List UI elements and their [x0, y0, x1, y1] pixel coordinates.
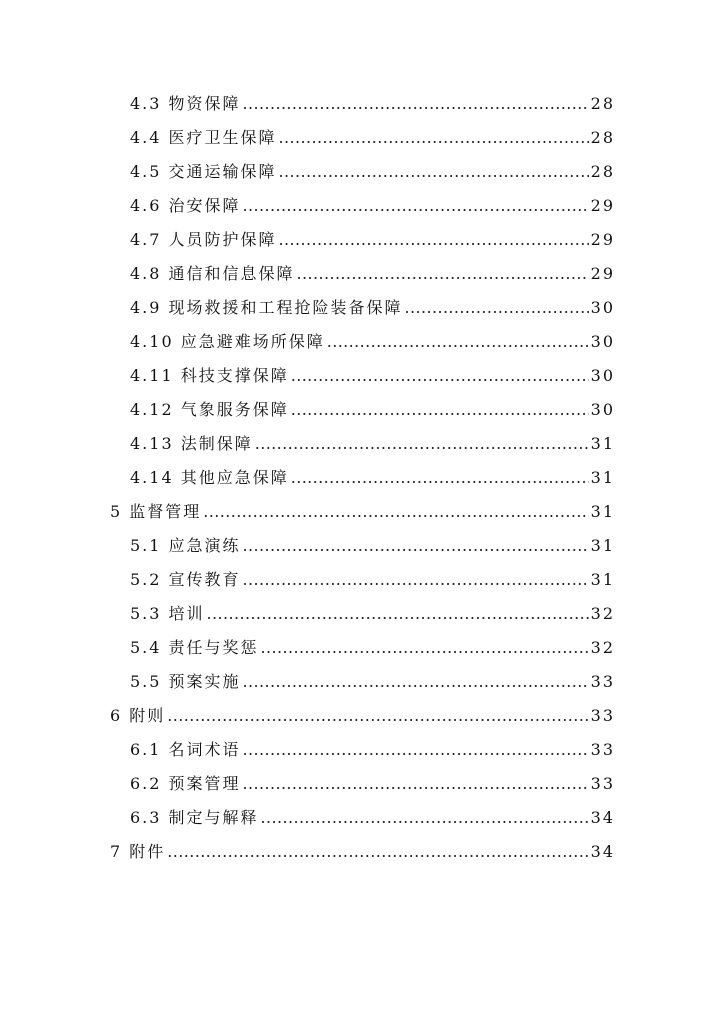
toc-entry-page: 32 [590, 604, 615, 623]
toc-entry-page: 31 [590, 468, 615, 487]
toc-leader-dots [167, 842, 588, 861]
toc-entry-page: 31 [590, 570, 615, 589]
toc-entry-page: 30 [590, 366, 615, 385]
toc-leader-dots [297, 264, 589, 283]
toc-entry-label: 4.12 气象服务保障 [130, 400, 289, 419]
toc-leader-dots [243, 740, 589, 759]
toc-section[interactable] [110, 703, 615, 737]
toc-leader-dots [243, 94, 589, 113]
toc-entry-label: 6.2 预案管理 [130, 774, 241, 793]
toc-entry[interactable] [110, 159, 615, 193]
toc-leader-dots [279, 128, 589, 147]
toc-entry-page: 28 [590, 94, 615, 113]
toc-entry[interactable] [110, 635, 615, 669]
toc-leader-dots [203, 502, 588, 521]
toc-entry-page: 34 [590, 808, 615, 827]
toc-entry-page: 29 [590, 230, 615, 249]
toc-entry-page: 30 [590, 332, 615, 351]
toc-entry-label: 4.11 科技支撑保障 [130, 366, 289, 385]
toc-leader-dots [291, 366, 589, 385]
toc-entry-page: 29 [590, 196, 615, 215]
toc-section-label: 5 监督管理 [110, 502, 202, 521]
toc-entry[interactable] [110, 295, 615, 329]
toc-leader-dots [243, 570, 589, 589]
toc-section[interactable] [110, 839, 615, 873]
toc-entry-page: 33 [590, 672, 615, 691]
toc-leader-dots [167, 706, 588, 725]
toc-section-label: 7 附件 [110, 842, 166, 861]
toc-leader-dots [243, 196, 589, 215]
toc-entry-page: 29 [590, 264, 615, 283]
toc-entry[interactable] [110, 431, 615, 465]
toc-entry[interactable] [110, 193, 615, 227]
toc-leader-dots [243, 536, 589, 555]
toc-entry[interactable] [110, 397, 615, 431]
toc-entry[interactable] [110, 125, 615, 159]
toc-entry-label: 4.6 治安保障 [130, 196, 241, 215]
toc-entry-label: 4.8 通信和信息保障 [130, 264, 295, 283]
toc-entry-label: 4.7 人员防护保障 [130, 230, 277, 249]
toc-entry[interactable] [110, 669, 615, 703]
toc-entry-label: 4.5 交通运输保障 [130, 162, 277, 181]
toc-entry-label: 5.5 预案实施 [130, 672, 241, 691]
toc-leader-dots [207, 604, 589, 623]
toc-entry-page: 31 [590, 434, 615, 453]
toc-section-page: 31 [590, 502, 615, 521]
toc-entry[interactable] [110, 771, 615, 805]
toc-section[interactable] [110, 499, 615, 533]
toc-section-page: 34 [590, 842, 615, 861]
toc-leader-dots [261, 638, 589, 657]
toc-leader-dots [255, 434, 589, 453]
toc-entry-page: 33 [590, 774, 615, 793]
toc-entry[interactable] [110, 227, 615, 261]
toc-entry-label: 5.1 应急演练 [130, 536, 241, 555]
toc-entry-label: 5.3 培训 [130, 604, 205, 623]
toc-entry-label: 4.3 物资保障 [130, 94, 241, 113]
toc-leader-dots [291, 400, 589, 419]
toc-entry-label: 4.4 医疗卫生保障 [130, 128, 277, 147]
toc-entry-page: 31 [590, 536, 615, 555]
toc-leader-dots [279, 230, 589, 249]
toc-entry-label: 5.4 责任与奖惩 [130, 638, 259, 657]
toc-section-page: 33 [590, 706, 615, 725]
table-of-contents [110, 91, 615, 873]
toc-leader-dots [291, 468, 589, 487]
toc-entry-label: 6.3 制定与解释 [130, 808, 259, 827]
toc-entry[interactable] [110, 567, 615, 601]
toc-entry-page: 30 [590, 400, 615, 419]
toc-leader-dots [243, 774, 589, 793]
toc-entry[interactable] [110, 329, 615, 363]
toc-entry-label: 6.1 名词术语 [130, 740, 241, 759]
toc-leader-dots [261, 808, 589, 827]
toc-entry-page: 33 [590, 740, 615, 759]
toc-entry[interactable] [110, 261, 615, 295]
toc-leader-dots [327, 332, 589, 351]
toc-entry[interactable] [110, 737, 615, 771]
toc-leader-dots [405, 298, 589, 317]
toc-entry[interactable] [110, 601, 615, 635]
toc-entry-label: 4.14 其他应急保障 [130, 468, 289, 487]
toc-entry[interactable] [110, 465, 615, 499]
toc-entry-page: 28 [590, 162, 615, 181]
toc-entry-page: 32 [590, 638, 615, 657]
toc-section-label: 6 附则 [110, 706, 166, 725]
toc-entry[interactable] [110, 533, 615, 567]
toc-entry[interactable] [110, 363, 615, 397]
toc-entry-label: 4.10 应急避难场所保障 [130, 332, 325, 351]
toc-entry-page: 28 [590, 128, 615, 147]
toc-entry-page: 30 [590, 298, 615, 317]
toc-entry[interactable] [110, 805, 615, 839]
toc-entry-label: 5.2 宣传教育 [130, 570, 241, 589]
toc-entry-label: 4.9 现场救援和工程抢险装备保障 [130, 298, 403, 317]
toc-entry-label: 4.13 法制保障 [130, 434, 253, 453]
toc-entry[interactable] [110, 91, 615, 125]
toc-leader-dots [243, 672, 589, 691]
toc-leader-dots [279, 162, 589, 181]
